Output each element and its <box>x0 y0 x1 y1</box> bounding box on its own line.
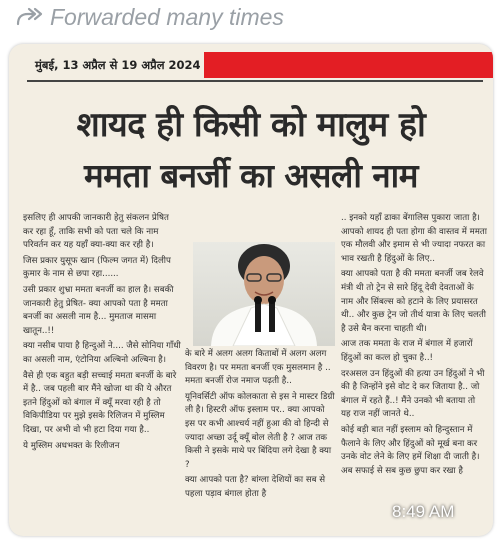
article-column-middle <box>185 348 337 534</box>
paragraph: इसलिए ही आपकी जानकारी हेतु संकलन प्रेषित कर रहा हूँ, ताकि सभी को पता चले कि नाम परिवर्तन कर यह यहाँ क्या-क्या कर रही है। <box>23 213 169 251</box>
paragraph: क्या आपको पता है? बांग्ला देशियों का सब से पहला पड़ाव बंगाल होता है <box>185 475 326 499</box>
paragraph: .. इनको यहाँ ढाका बेंगालिस पुकारा जाता है। आपको शायद ही पता होगा की वास्तव में ममता एक मौलवी और इमाम से भी ज्यादा नफरत का भाव रखती है हिंदुओं के लिए.. <box>341 213 487 264</box>
forwarded-label: Forwarded many times <box>50 4 284 30</box>
message-timestamp: 8:49 AM <box>392 502 455 521</box>
header-rule <box>27 80 483 82</box>
red-header-band <box>204 52 493 78</box>
paragraph: ये मुस्लिम अधभक्त के रिलीजन <box>23 440 120 451</box>
paragraph: क्या नसीब पाया है हिन्दुओं ने.... जैसे सोनिया गाँधी का असली नाम, एंटोनिया अल्बिनो अल्बिना है। <box>23 341 181 365</box>
paragraph: दरअसल उन हिंदुओं की हत्या उन हिंदुओं ने भी की है जिन्होंने इसे वोट दे कर जिताया है.. जो बंगाल में रहते हैं..! मैंने उनको भी बताया तो यह राज नहीं जानते थे.. <box>341 368 485 420</box>
paragraph: जिस प्रकार युसूफ खान (फिल्म जगत में) दिलीप कुमार के नाम से छपा रहा...... <box>23 255 171 280</box>
headline-line-1: शायद ही किसी को मालुम हो <box>76 105 426 145</box>
article-column-left <box>23 212 181 534</box>
portrait-illustration <box>193 242 335 346</box>
forwarded-header <box>0 0 503 38</box>
paragraph: क्या आपको पता है की ममता बनर्जी जब रेलवे मंत्री थी तो ट्रेन से सारे हिंदू देवी देवताओं के नाम और सिंबल्स को हटाने के लिए प्रयासरत थी.. और कुछ ट्रेन जो तीर्थ यात्रा के लिए चलती है उसे बैन करना चाहती थी। <box>341 269 487 334</box>
article-column-right <box>341 212 487 534</box>
paragraph: उसी प्रकार शुभ्रा ममता बनर्जी का हाल है। सबकी जानकारी हेतु प्रेषित- क्या आपको पता है ममता बनर्जी का असली नाम है... मुमताज मासमा खातून..!! <box>23 284 174 336</box>
paragraph: आज तक ममता के राज में बंगाल में हजारों हिंदुओं का कत्ल हो चुका है..! <box>341 339 473 363</box>
paragraph: के बारे में अलग अलग किताबों में अलग अलग विवरण है। पर ममता बनर्जी एक मुसलमान है .. ममता बनर्जी रोज नमाज पढ़ती है.. <box>185 349 331 387</box>
dateline: मुंबई, 13 अप्रैल से 19 अप्रैल 2024 <box>35 58 201 72</box>
forwarded-arrows-icon <box>14 6 44 30</box>
portrait-photo <box>193 242 335 346</box>
headline-line-2: ममता बनर्जी का असली नाम <box>84 156 418 195</box>
newspaper-clipping-image[interactable] <box>9 44 493 536</box>
paragraph: वैसे ही एक बहुत बड़ी सच्चाई ममता बनर्जी के बारे में है.. जब पहली बार मैंने खोजा था की ये औरत इतने हिंदुओं को बंगाल में क्यूँ मरवा रही है तो विकिपीडिया पर मुझे इसके रिलिजन में मुस्लिम दिखा, पर अभी वो भी हटा दिया गया है.. <box>23 370 177 435</box>
paragraph: यूनिवर्सिटी ऑफ कोलकाता से इस ने मास्टर डिग्री ली है। हिस्टरी ऑफ इस्लाम पर.. क्या आपको इस पर कभी आश्चर्य नहीं हुआ की वो हिन्दी से ज्यादा अच्छा उर्दू क्यूँ बोल लेती है ? आज तक किसी ने इसके माथे पर बिंदिया लगे देखा है क्या ? <box>185 391 335 470</box>
paragraph: कोई बड़ी बात नहीं इस्लाम को हिन्दुस्तान में फैलाने के लिए और हिंदुओं को मूर्ख बना कर उनके वोट लेने के लिए हमें शिक्षा दी जाती है। अब सफाई से सब कुछ छुपा कर रखा है <box>341 424 480 476</box>
